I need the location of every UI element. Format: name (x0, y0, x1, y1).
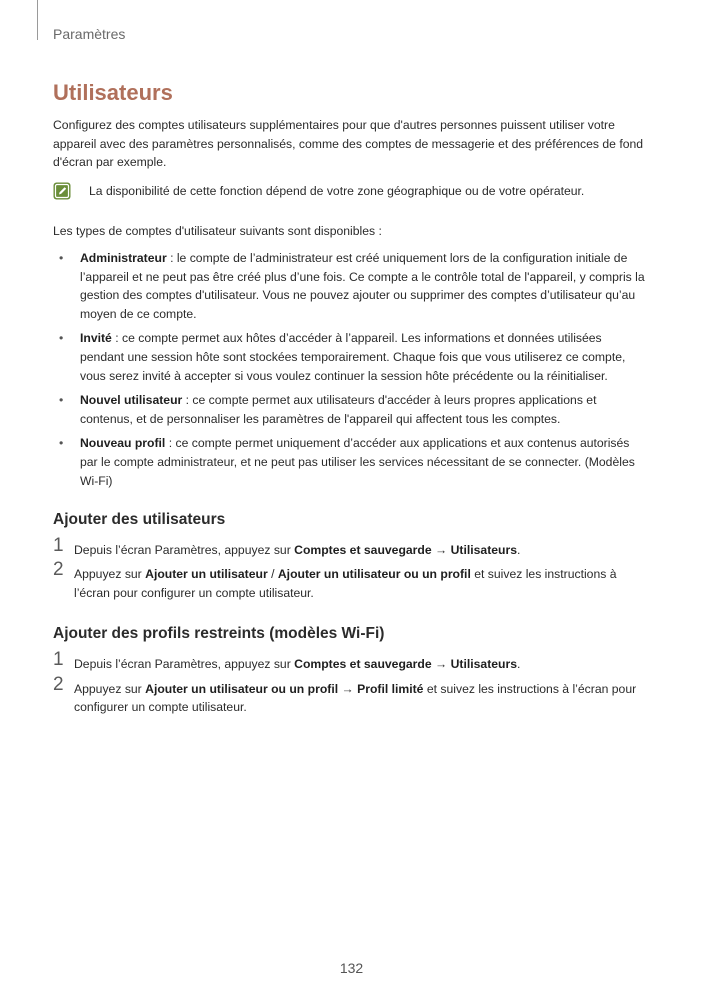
step-number: 1 (53, 649, 64, 671)
step-text-end: et suivez les instructions à l’écran pour configurer un compte utilisateur. (74, 567, 617, 600)
step-1 (53, 534, 649, 560)
account-types-list (53, 249, 649, 490)
list-item-invite (53, 329, 649, 385)
desc-administrateur: : le compte de l’administrateur est créé uniquement lors de la configuration initiale de l’appareil et ne peut pas être créé plus d’une fois. Ce compte a le contrôle total de l'appareil, y compris la gestion des comptes d'utilisateur. Vous ne pouvez ajouter ou supprimer des comptes d’utilisateur qu’au moyen de ce compte. (80, 250, 645, 321)
menu-ajouter-utilisateur: Ajouter un utilisateur (145, 567, 268, 582)
step-2 (53, 673, 649, 717)
types-intro: Les types de comptes d'utilisateur suivants sont disponibles : (53, 224, 382, 239)
menu-comptes-et-sauvegarde: Comptes et sauvegarde (294, 542, 432, 557)
note-pencil-icon (53, 182, 71, 200)
step-text: Appuyez sur (74, 567, 146, 582)
menu-comptes-et-sauvegarde: Comptes et sauvegarde (294, 657, 432, 672)
step-2 (53, 559, 649, 602)
menu-utilisateurs: Utilisateurs (450, 542, 518, 557)
main-content (53, 116, 649, 740)
section-heading-profils-restreints: Ajouter des profils restreints (modèles Wi-Fi) (53, 625, 385, 643)
list-item-nouveau-profil (53, 434, 649, 490)
arrow-icon: → (431, 657, 451, 672)
bullet-icon: • (59, 250, 64, 265)
section-header: Paramètres (53, 26, 126, 42)
arrow-icon: → (431, 542, 451, 557)
menu-ajouter-utilisateur-ou-profil: Ajouter un utilisateur ou un profil (145, 681, 339, 696)
term-administrateur: Administrateur (80, 250, 167, 265)
desc-nouvel-utilisateur: : ce compte permet aux utilisateurs d'accéder à leurs propres applications et contenus, et de personnaliser les paramètres de l'appareil qui affectent tous les comptes. (80, 393, 597, 426)
step-text: Depuis l’écran Paramètres, appuyez sur (74, 542, 295, 557)
note-text: La disponibilité de cette fonction dépend de votre zone géographique ou de votre opérateur. (89, 183, 585, 198)
step-number: 2 (53, 559, 64, 581)
menu-profil-limite: Profil limité (357, 681, 424, 696)
step-text-end: . (517, 542, 521, 557)
page-number: 132 (339, 960, 364, 976)
step-text: Appuyez sur (74, 681, 146, 696)
term-nouveau-profil: Nouveau profil (80, 436, 166, 451)
list-item-administrateur (53, 249, 649, 323)
section-heading-ajouter-utilisateurs: Ajouter des utilisateurs (53, 511, 226, 529)
step-number: 1 (53, 534, 64, 556)
step-text-end: . (517, 657, 521, 672)
term-nouvel-utilisateur: Nouvel utilisateur (80, 393, 183, 408)
separator: / (267, 567, 278, 582)
arrow-icon: → (338, 681, 358, 696)
margin-rule (37, 0, 38, 40)
term-invite: Invité (80, 331, 112, 346)
steps-ajouter-utilisateurs (53, 534, 649, 603)
steps-profils-restreints (53, 649, 649, 717)
desc-nouveau-profil: : ce compte permet uniquement d’accéder aux applications et aux contenus autorisés par le compte administrateur, et ne peut pas utiliser les services nécessitant de se connecter. (Modèles Wi-Fi) (80, 436, 635, 488)
desc-invite: : ce compte permet aux hôtes d’accéder à l’appareil. Les informations et données utilisées pendant une session hôte sont stockées temporairement. Chaque fois que vous utiliserez ce compte, vous serez invité à accepter si vous voulez continuer la session hôte précédente ou la réinitialiser. (80, 331, 626, 383)
step-text-end: et suivez les instructions à l’écran pour configurer un compte utilisateur. (74, 681, 637, 715)
bullet-icon: • (59, 393, 64, 408)
list-item-nouvel-utilisateur (53, 391, 649, 428)
menu-ajouter-utilisateur-ou-profil: Ajouter un utilisateur ou un profil (277, 567, 471, 582)
intro-paragraph: Configurez des comptes utilisateurs supplémentaires pour que d'autres personnes puissent utiliser votre appareil avec des paramètres personnalisés, comme des comptes de messagerie et des préférences de fond d'écran par exemple. (53, 118, 644, 170)
bullet-icon: • (59, 436, 64, 451)
page-title: Utilisateurs (53, 80, 173, 105)
step-number: 2 (53, 673, 64, 695)
menu-utilisateurs: Utilisateurs (450, 657, 518, 672)
note-box (53, 182, 649, 201)
step-1 (53, 649, 649, 674)
bullet-icon: • (59, 331, 64, 346)
step-text: Depuis l’écran Paramètres, appuyez sur (74, 657, 295, 672)
